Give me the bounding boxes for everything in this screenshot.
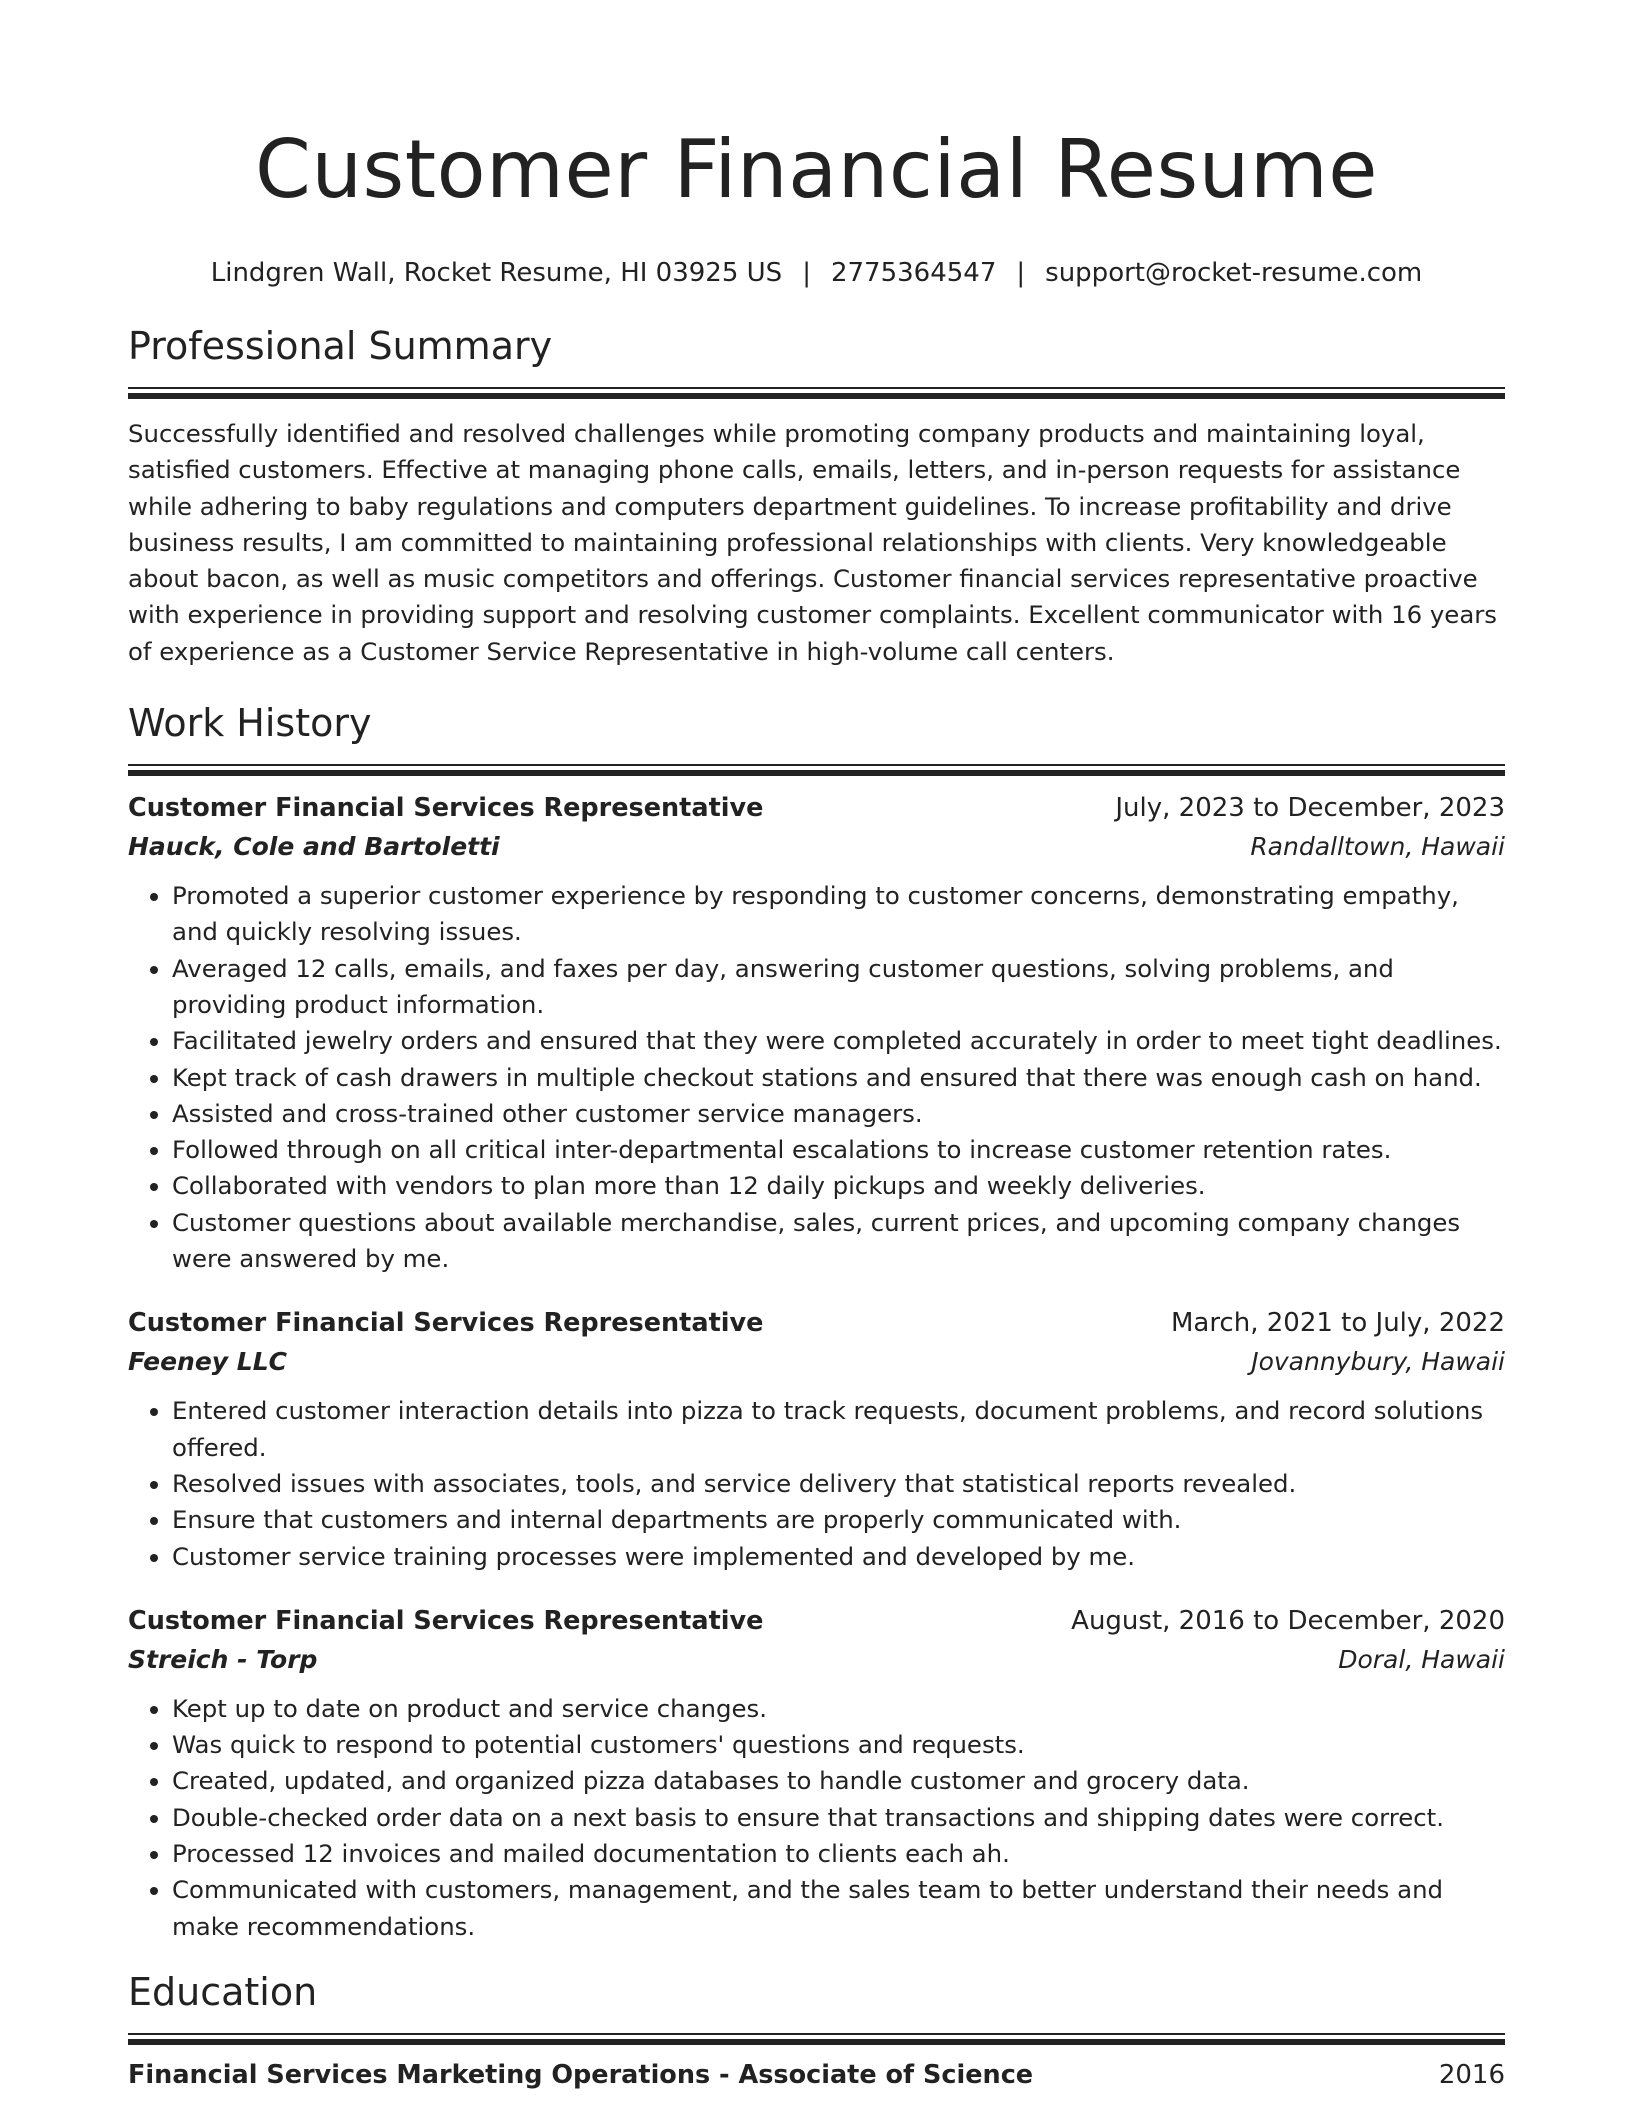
- job-entry: [128, 1601, 1505, 1945]
- job-bullet: • Collaborated with vendors to plan more than 12 daily pickups and weekly deliveries.: [172, 1168, 1505, 1204]
- job-bullet: • Communicated with customers, management, and the sales team to better understand their needs and make recommendations.: [172, 1872, 1505, 1945]
- job-header-row: [128, 788, 1505, 828]
- job-bullet: • Averaged 12 calls, emails, and faxes per day, answering customer questions, solving problems, and providing product information.: [172, 951, 1505, 1024]
- contact-line: [128, 255, 1505, 291]
- summary-text: Successfully identified and resolved challenges while promoting company products and maintaining loyal, satisfied customers. Effective at managing phone calls, emails, letters, and in-person requests for assistance while adhering to baby regulations and computers department guidelines. To increase profitability and drive business results, I am committed to maintaining professional relationships with clients. Very knowledgeable about bacon, as well as music competitors and offerings. Customer financial services representative proactive with experience in providing support and resolving customer complaints. Excellent communicator with 16 years of experience as a Customer Service Representative in high-volume call centers.: [128, 419, 1497, 666]
- job-bullet: • Double-checked order data on a next basis to ensure that transactions and shipping dates were correct.: [172, 1800, 1505, 1836]
- job-dates: July, 2023 to December, 2023: [1115, 793, 1505, 824]
- job-bullets: [128, 1691, 1505, 1945]
- job-bullet: • Processed 12 invoices and mailed documentation to clients each ah.: [172, 1836, 1505, 1872]
- job-bullet: • Was quick to respond to potential customers' questions and requests.: [172, 1727, 1505, 1763]
- job-entry: [128, 788, 1505, 1277]
- job-header-row: [128, 1601, 1505, 1641]
- job-location: Randalltown, Hawaii: [1250, 832, 1505, 862]
- section-heading-education: Education: [128, 1969, 318, 2014]
- job-company: Feeney LLC: [128, 1347, 288, 1377]
- job-title: Customer Financial Services Representative: [128, 1605, 764, 1636]
- job-company-row: [128, 1641, 1505, 1679]
- job-header-row: [128, 1303, 1505, 1343]
- job-dates: August, 2016 to December, 2020: [1071, 1605, 1505, 1636]
- job-dates: March, 2021 to July, 2022: [1170, 1308, 1505, 1339]
- section-heading-work-history: Work History: [128, 701, 372, 746]
- job-title: Customer Financial Services Representative: [128, 1308, 764, 1339]
- education-section: [128, 1967, 1505, 2095]
- work-history-section: [128, 698, 1505, 1945]
- job-bullet: • Assisted and cross-trained other customer service managers.: [172, 1096, 1505, 1132]
- section-divider: [128, 2033, 1505, 2045]
- job-bullet: • Customer questions about available merchandise, sales, current prices, and upcoming company changes were answered by me.: [172, 1205, 1505, 1278]
- job-bullet: • Promoted a superior customer experience by responding to customer concerns, demonstrating empathy, and quickly resolving issues.: [172, 878, 1505, 951]
- job-bullet: • Kept up to date on product and service changes.: [172, 1691, 1505, 1727]
- contact-phone: 2775364547: [830, 258, 997, 288]
- job-bullets: [128, 878, 1505, 1277]
- section-divider: [128, 764, 1505, 776]
- education-entry: [128, 2055, 1505, 2095]
- contact-separator: |: [1016, 258, 1026, 288]
- resume-title: Customer Financial Resume: [254, 123, 1378, 216]
- job-bullet: • Followed through on all critical inter-departmental escalations to increase customer retention rates.: [172, 1132, 1505, 1168]
- job-location: Jovannybury, Hawaii: [1251, 1347, 1505, 1377]
- job-bullet: • Resolved issues with associates, tools, and service delivery that statistical reports revealed.: [172, 1466, 1505, 1502]
- job-bullets: [128, 1393, 1505, 1574]
- education-year: 2016: [1438, 2059, 1505, 2090]
- contact-address: Lindgren Wall, Rocket Resume, HI 03925 US: [210, 258, 783, 288]
- section-divider: [128, 387, 1505, 399]
- job-bullet: • Facilitated jewelry orders and ensured that they were completed accurately in order to meet tight deadlines.: [172, 1023, 1505, 1059]
- job-title: Customer Financial Services Representative: [128, 793, 764, 824]
- job-bullet: • Customer service training processes were implemented and developed by me.: [172, 1539, 1505, 1575]
- job-company: Hauck, Cole and Bartoletti: [128, 832, 500, 862]
- job-location: Doral, Hawaii: [1338, 1644, 1505, 1674]
- job-bullet: • Entered customer interaction details into pizza to track requests, document problems, and record solutions offered.: [172, 1393, 1505, 1466]
- education-degree: Financial Services Marketing Operations - Associate of Science: [128, 2059, 1034, 2090]
- job-entry: [128, 1303, 1505, 1574]
- contact-email: support@rocket-resume.com: [1045, 258, 1423, 288]
- job-bullet: • Kept track of cash drawers in multiple checkout stations and ensured that there was enough cash on hand.: [172, 1060, 1505, 1096]
- job-bullet: • Created, updated, and organized pizza databases to handle customer and grocery data.: [172, 1763, 1505, 1799]
- section-heading-summary: Professional Summary: [128, 324, 553, 368]
- job-company-row: [128, 828, 1505, 866]
- contact-separator: |: [802, 258, 811, 288]
- summary-section: [128, 321, 1505, 670]
- job-company: Streich - Torp: [128, 1644, 318, 1674]
- job-bullet: • Ensure that customers and internal departments are properly communicated with.: [172, 1502, 1505, 1538]
- job-company-row: [128, 1343, 1505, 1381]
